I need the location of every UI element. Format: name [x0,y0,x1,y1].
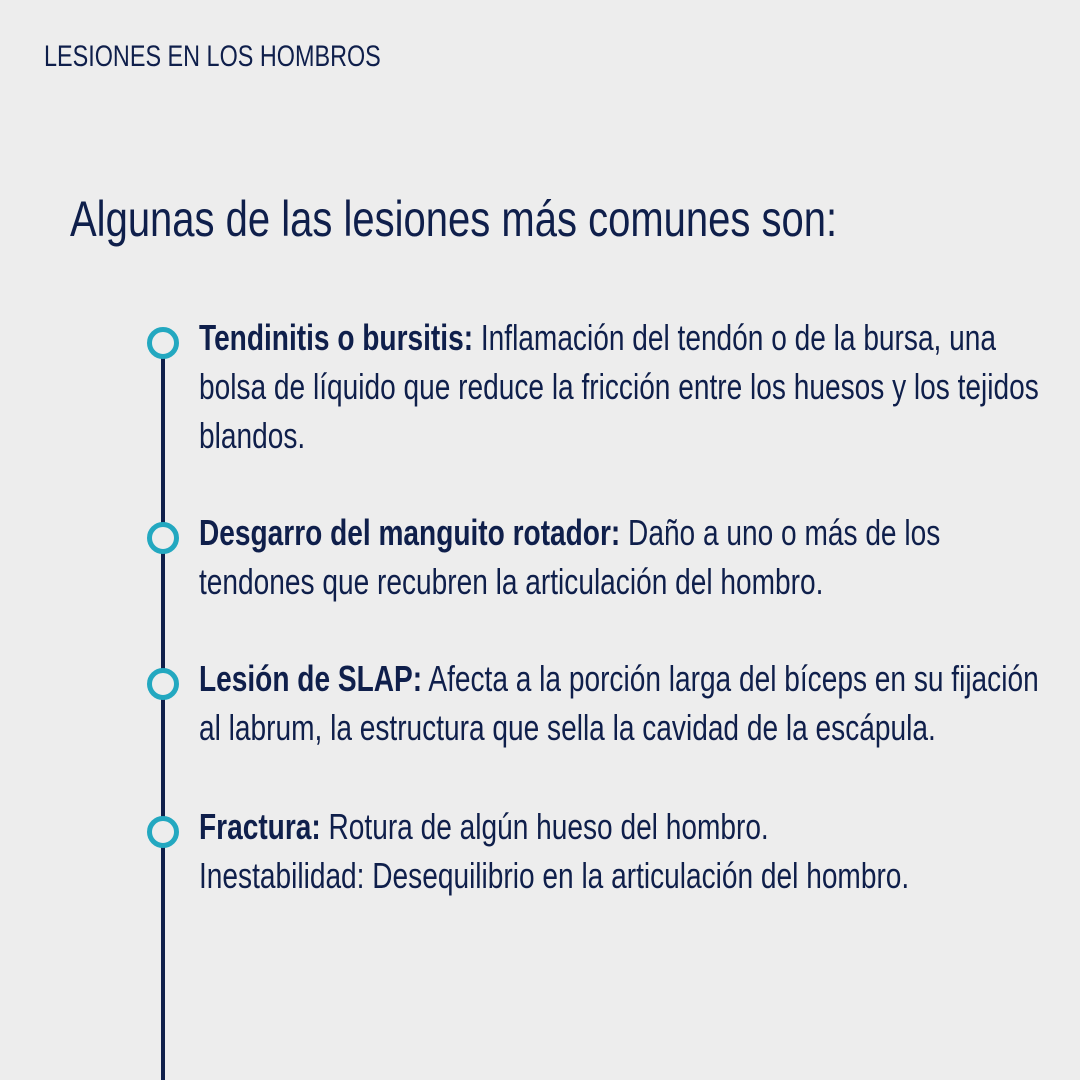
list-item-description: Afecta a la porción larga del bíceps en su fijación [422,658,1039,699]
list-item-term: Desgarro del manguito rotador: [199,512,621,553]
list-item-term: Tendinitis o bursitis: [199,317,474,358]
list-item-description: bolsa de líquido que reduce la fricción entre los huesos y los tejidos [199,366,1039,407]
list-item-description: Daño a uno o más de los [620,512,941,553]
list-item-description: Rotura de algún hueso del hombro. [320,806,769,847]
list-item-line [199,654,1039,703]
list-item-description: Inestabilidad: Desequilibrio en la articulación del hombro. [199,855,910,896]
list-item-line [199,802,979,851]
list-item-term: Fractura: [199,806,321,847]
timeline-dot-icon [147,327,179,359]
page-title: Algunas de las lesiones más comunes son: [70,191,838,247]
list-item-line [199,313,997,362]
timeline-dot-icon [147,816,179,848]
list-item-text [199,313,1039,460]
timeline-dot-icon [147,522,179,554]
list-item-description: tendones que recubren la articulación del hombro. [199,561,824,602]
list-item-text [199,508,979,606]
list-item-term: Lesión de SLAP: [199,658,423,699]
list-item-line [199,508,979,557]
list-item-description: Inflamación del tendón o de la bursa, una [473,317,997,358]
list-item-text [199,654,1039,752]
timeline-line [161,345,165,1080]
list-item-description: blandos. [199,415,306,456]
list-item-description: al labrum, la estructura que sella la cavidad de la escápula. [199,707,936,748]
page-label: LESIONES EN LOS HOMBROS [44,40,381,73]
timeline-dot-icon [147,668,179,700]
list-item-text [199,802,979,900]
